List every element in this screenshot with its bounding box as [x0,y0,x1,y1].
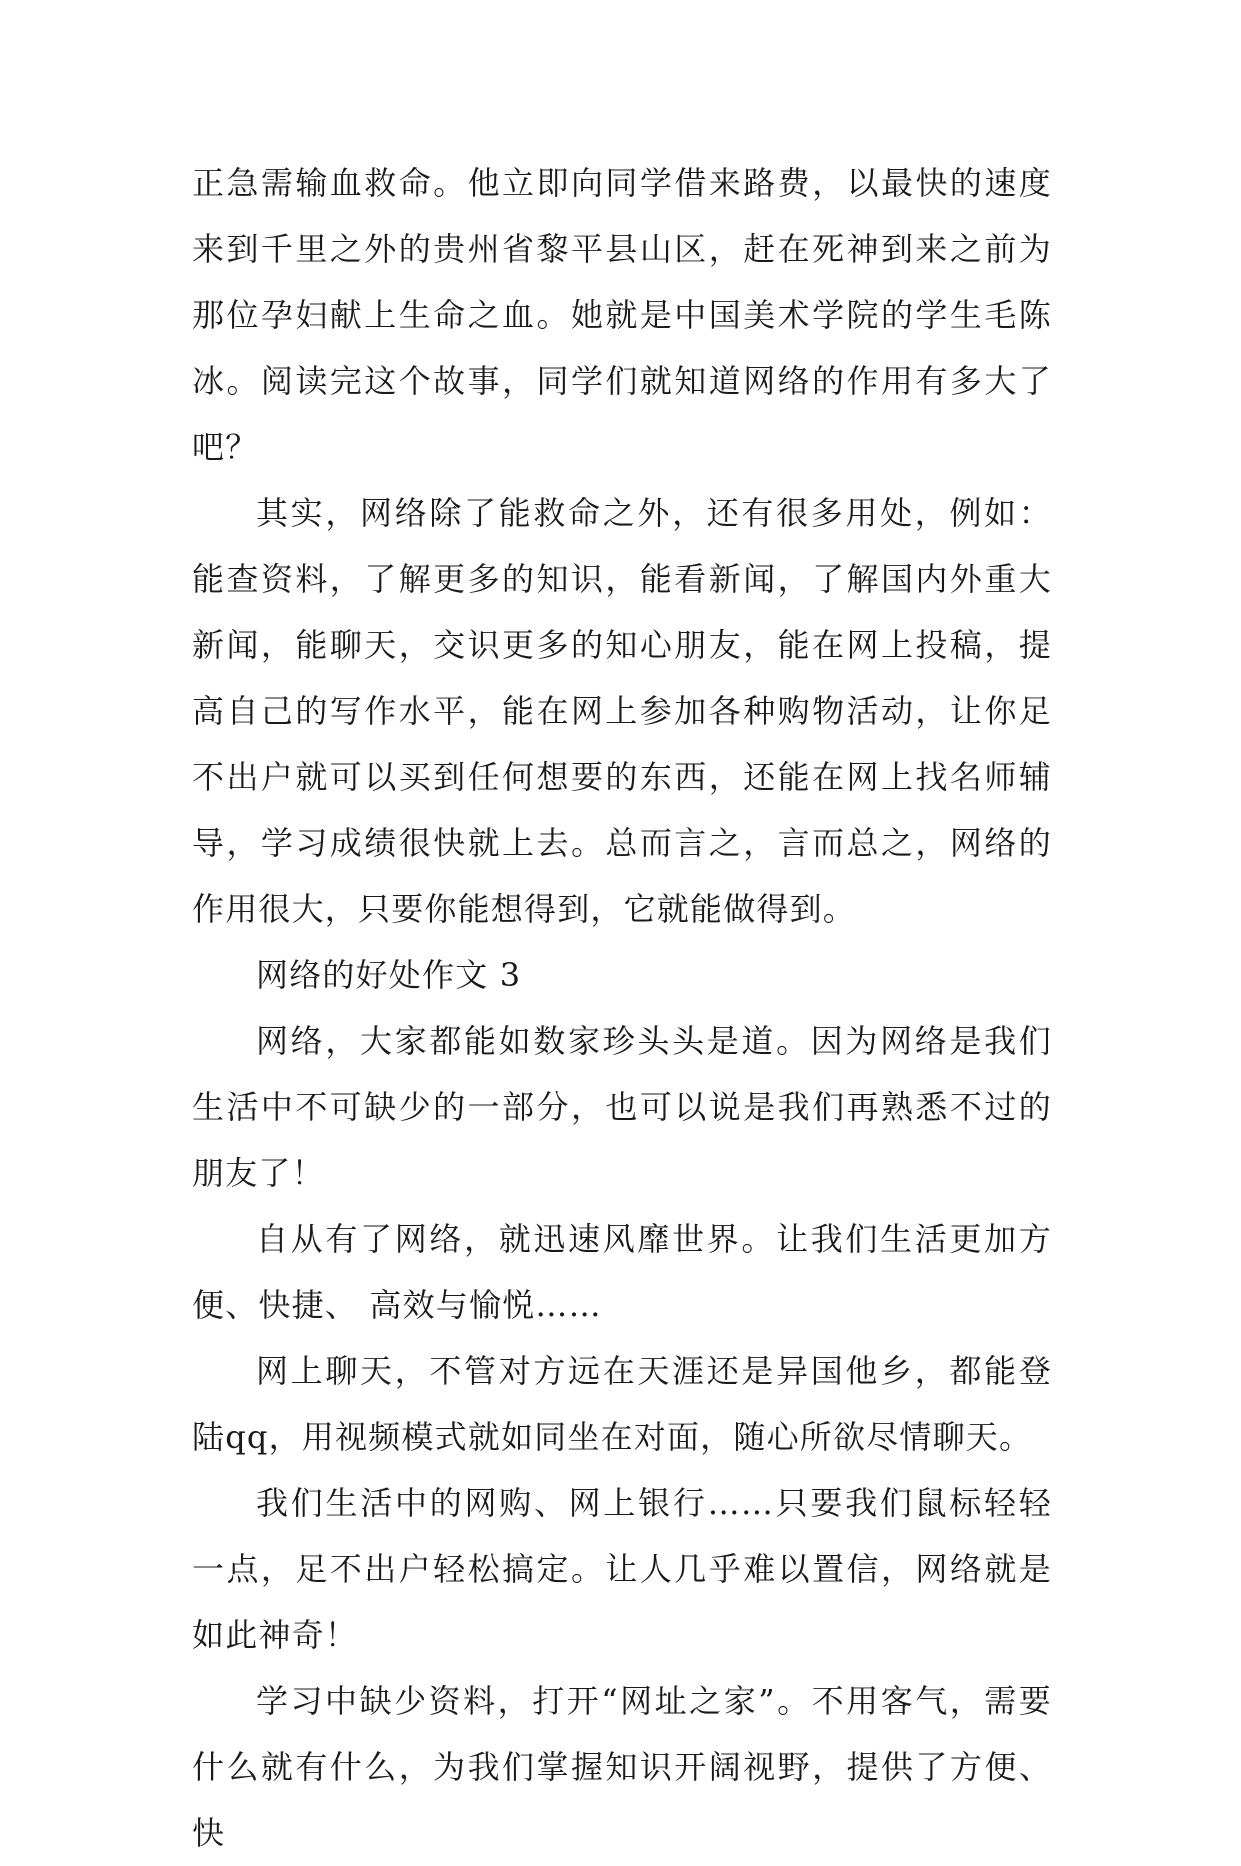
paragraph-4: 自从有了网络，就迅速风靡世界。让我们生活更加方便、快捷、 高效与愉悦…… [192,1220,1052,1324]
paragraph-5: 网上聊天，不管对方远在天涯还是异国他乡，都能登陆qq，用视频模式就如同坐在对面，随心所欲尽情聊天。 [192,1352,1052,1456]
paragraph-6: 我们生活中的网购、网上银行……只要我们鼠标轻轻一点，足不出户轻松搞定。让人几乎难以置信，网络就是如此神奇！ [192,1484,1052,1654]
paragraph-2: 其实，网络除了能救命之外，还有很多用处，例如：能查资料，了解更多的知识，能看新闻，了解国内外重大新闻，能聊天，交识更多的知心朋友，能在网上投稿，提高自己的写作水平，能在网上参加各种购物活动，让你足不出户就可以买到任何想要的东西，还能在网上找名师辅导，学习成绩很快就上去。总而言之，言而总之，网络的作用很大，只要你能想得到，它就能做得到。 [192,494,1052,928]
section-heading: 网络的好处作文 3 [256,956,522,994]
paragraph-7: 学习中缺少资料，打开“网址之家”。不用客气，需要什么就有什么，为我们掌握知识开阔视野，提供了方便、快 [192,1682,1052,1852]
paragraph-3: 网络，大家都能如数家珍头头是道。因为网络是我们生活中不可缺少的一部分，也可以说是我们再熟悉不过的朋友了！ [192,1022,1052,1192]
paragraph-1: 正急需输血救命。他立即向同学借来路费，以最快的速度来到千里之外的贵州省黎平县山区，赶在死神到来之前为那位孕妇献上生命之血。她就是中国美术学院的学生毛陈冰。阅读完这个故事，同学们就知道网络的作用有多大了吧？ [192,164,1052,466]
document-body [192,150,1052,1866]
